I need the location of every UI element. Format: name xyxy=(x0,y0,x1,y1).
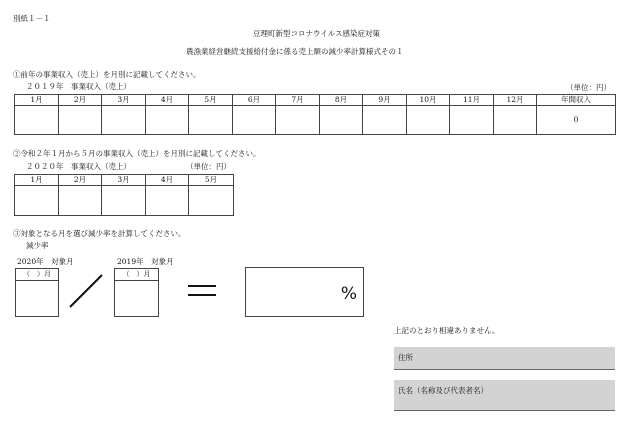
annual-income-value: 0 xyxy=(537,106,616,135)
section2-subheading: ２０２０年 事業収入（売上） xyxy=(26,162,131,171)
section3-heading: ③対象となる月を選び減少率を計算してください。 xyxy=(13,229,186,238)
month-header: 11月 xyxy=(450,95,494,106)
section2-heading: ②令和２年１月から５月の事業収入（売上）を月別に記載してください。 xyxy=(13,149,261,158)
document-subtitle: 農漁業経営継続支援給付金に係る売上額の減少率計算様式その１ xyxy=(186,47,404,56)
annual-income-header: 年間収入 xyxy=(537,95,616,106)
month-input-cell[interactable] xyxy=(59,106,102,135)
division-slash-icon xyxy=(68,273,104,309)
month-input-cell[interactable] xyxy=(146,186,189,216)
month-header: 3月 xyxy=(102,175,146,186)
section1-subheading: ２０１９年 事業収入（売上） xyxy=(26,82,131,91)
month-header: 4月 xyxy=(146,175,189,186)
target-month-2019-label: 2019年 対象月 xyxy=(117,257,174,266)
income-2019-table xyxy=(14,94,616,135)
month-input-cell[interactable] xyxy=(102,106,146,135)
month-header: 4月 xyxy=(146,95,189,106)
month-input-cell[interactable] xyxy=(494,106,537,135)
equals-sign-icon xyxy=(187,284,217,298)
month-header: 2月 xyxy=(59,95,102,106)
month-input-cell[interactable] xyxy=(276,106,320,135)
document-title: 豆理町新型コロナウイルス感染症対策 xyxy=(253,29,381,38)
month-input-cell[interactable] xyxy=(450,106,494,135)
income-2020-target-box[interactable] xyxy=(15,280,59,317)
month-header: 12月 xyxy=(494,95,537,106)
month-input-cell[interactable] xyxy=(102,186,146,216)
reduction-rate-label: 減少率 xyxy=(26,241,49,250)
month-input-cell[interactable] xyxy=(15,106,59,135)
address-label: 住所 xyxy=(398,353,413,362)
confirmation-statement: 上記のとおり相違ありません。 xyxy=(394,326,500,335)
month-input-cell[interactable] xyxy=(59,186,102,216)
section1-unit: （単位：円） xyxy=(566,83,611,92)
section2-unit: （単位：円） xyxy=(186,162,231,171)
month-header: 6月 xyxy=(233,95,276,106)
month-input-cell[interactable] xyxy=(320,106,363,135)
month-header: 1月 xyxy=(15,95,59,106)
month-input-cell[interactable] xyxy=(15,186,59,216)
month-header: 7月 xyxy=(276,95,320,106)
month-input-cell[interactable] xyxy=(407,106,450,135)
month-selector-label: （ ）月 xyxy=(122,270,151,278)
document-ref: 別紙１－１ xyxy=(13,14,51,23)
month-header: 3月 xyxy=(102,95,146,106)
month-header: 9月 xyxy=(363,95,407,106)
income-2019-target-box[interactable] xyxy=(114,280,159,317)
month-header: 8月 xyxy=(320,95,363,106)
reduction-rate-result-box xyxy=(245,267,364,317)
month-header: 5月 xyxy=(189,175,234,186)
address-field[interactable] xyxy=(394,347,615,370)
month-input-cell[interactable] xyxy=(146,106,189,135)
target-month-2020-label: 2020年 対象月 xyxy=(17,257,74,266)
month-header: 2月 xyxy=(59,175,102,186)
income-2020-table xyxy=(14,174,234,216)
month-input-cell[interactable] xyxy=(189,186,234,216)
name-field[interactable] xyxy=(394,380,615,411)
month-input-cell[interactable] xyxy=(233,106,276,135)
month-header: 5月 xyxy=(189,95,233,106)
name-label: 氏名（名称及び代表者名） xyxy=(398,386,488,395)
percent-sign: % xyxy=(340,284,357,304)
month-input-cell[interactable] xyxy=(363,106,407,135)
month-header: 10月 xyxy=(407,95,450,106)
section1-heading: ①前年の事業収入（売上）を月別に記載してください。 xyxy=(13,70,201,79)
month-header: 1月 xyxy=(15,175,59,186)
month-selector-label: （ ）月 xyxy=(23,270,51,278)
month-input-cell[interactable] xyxy=(189,106,233,135)
